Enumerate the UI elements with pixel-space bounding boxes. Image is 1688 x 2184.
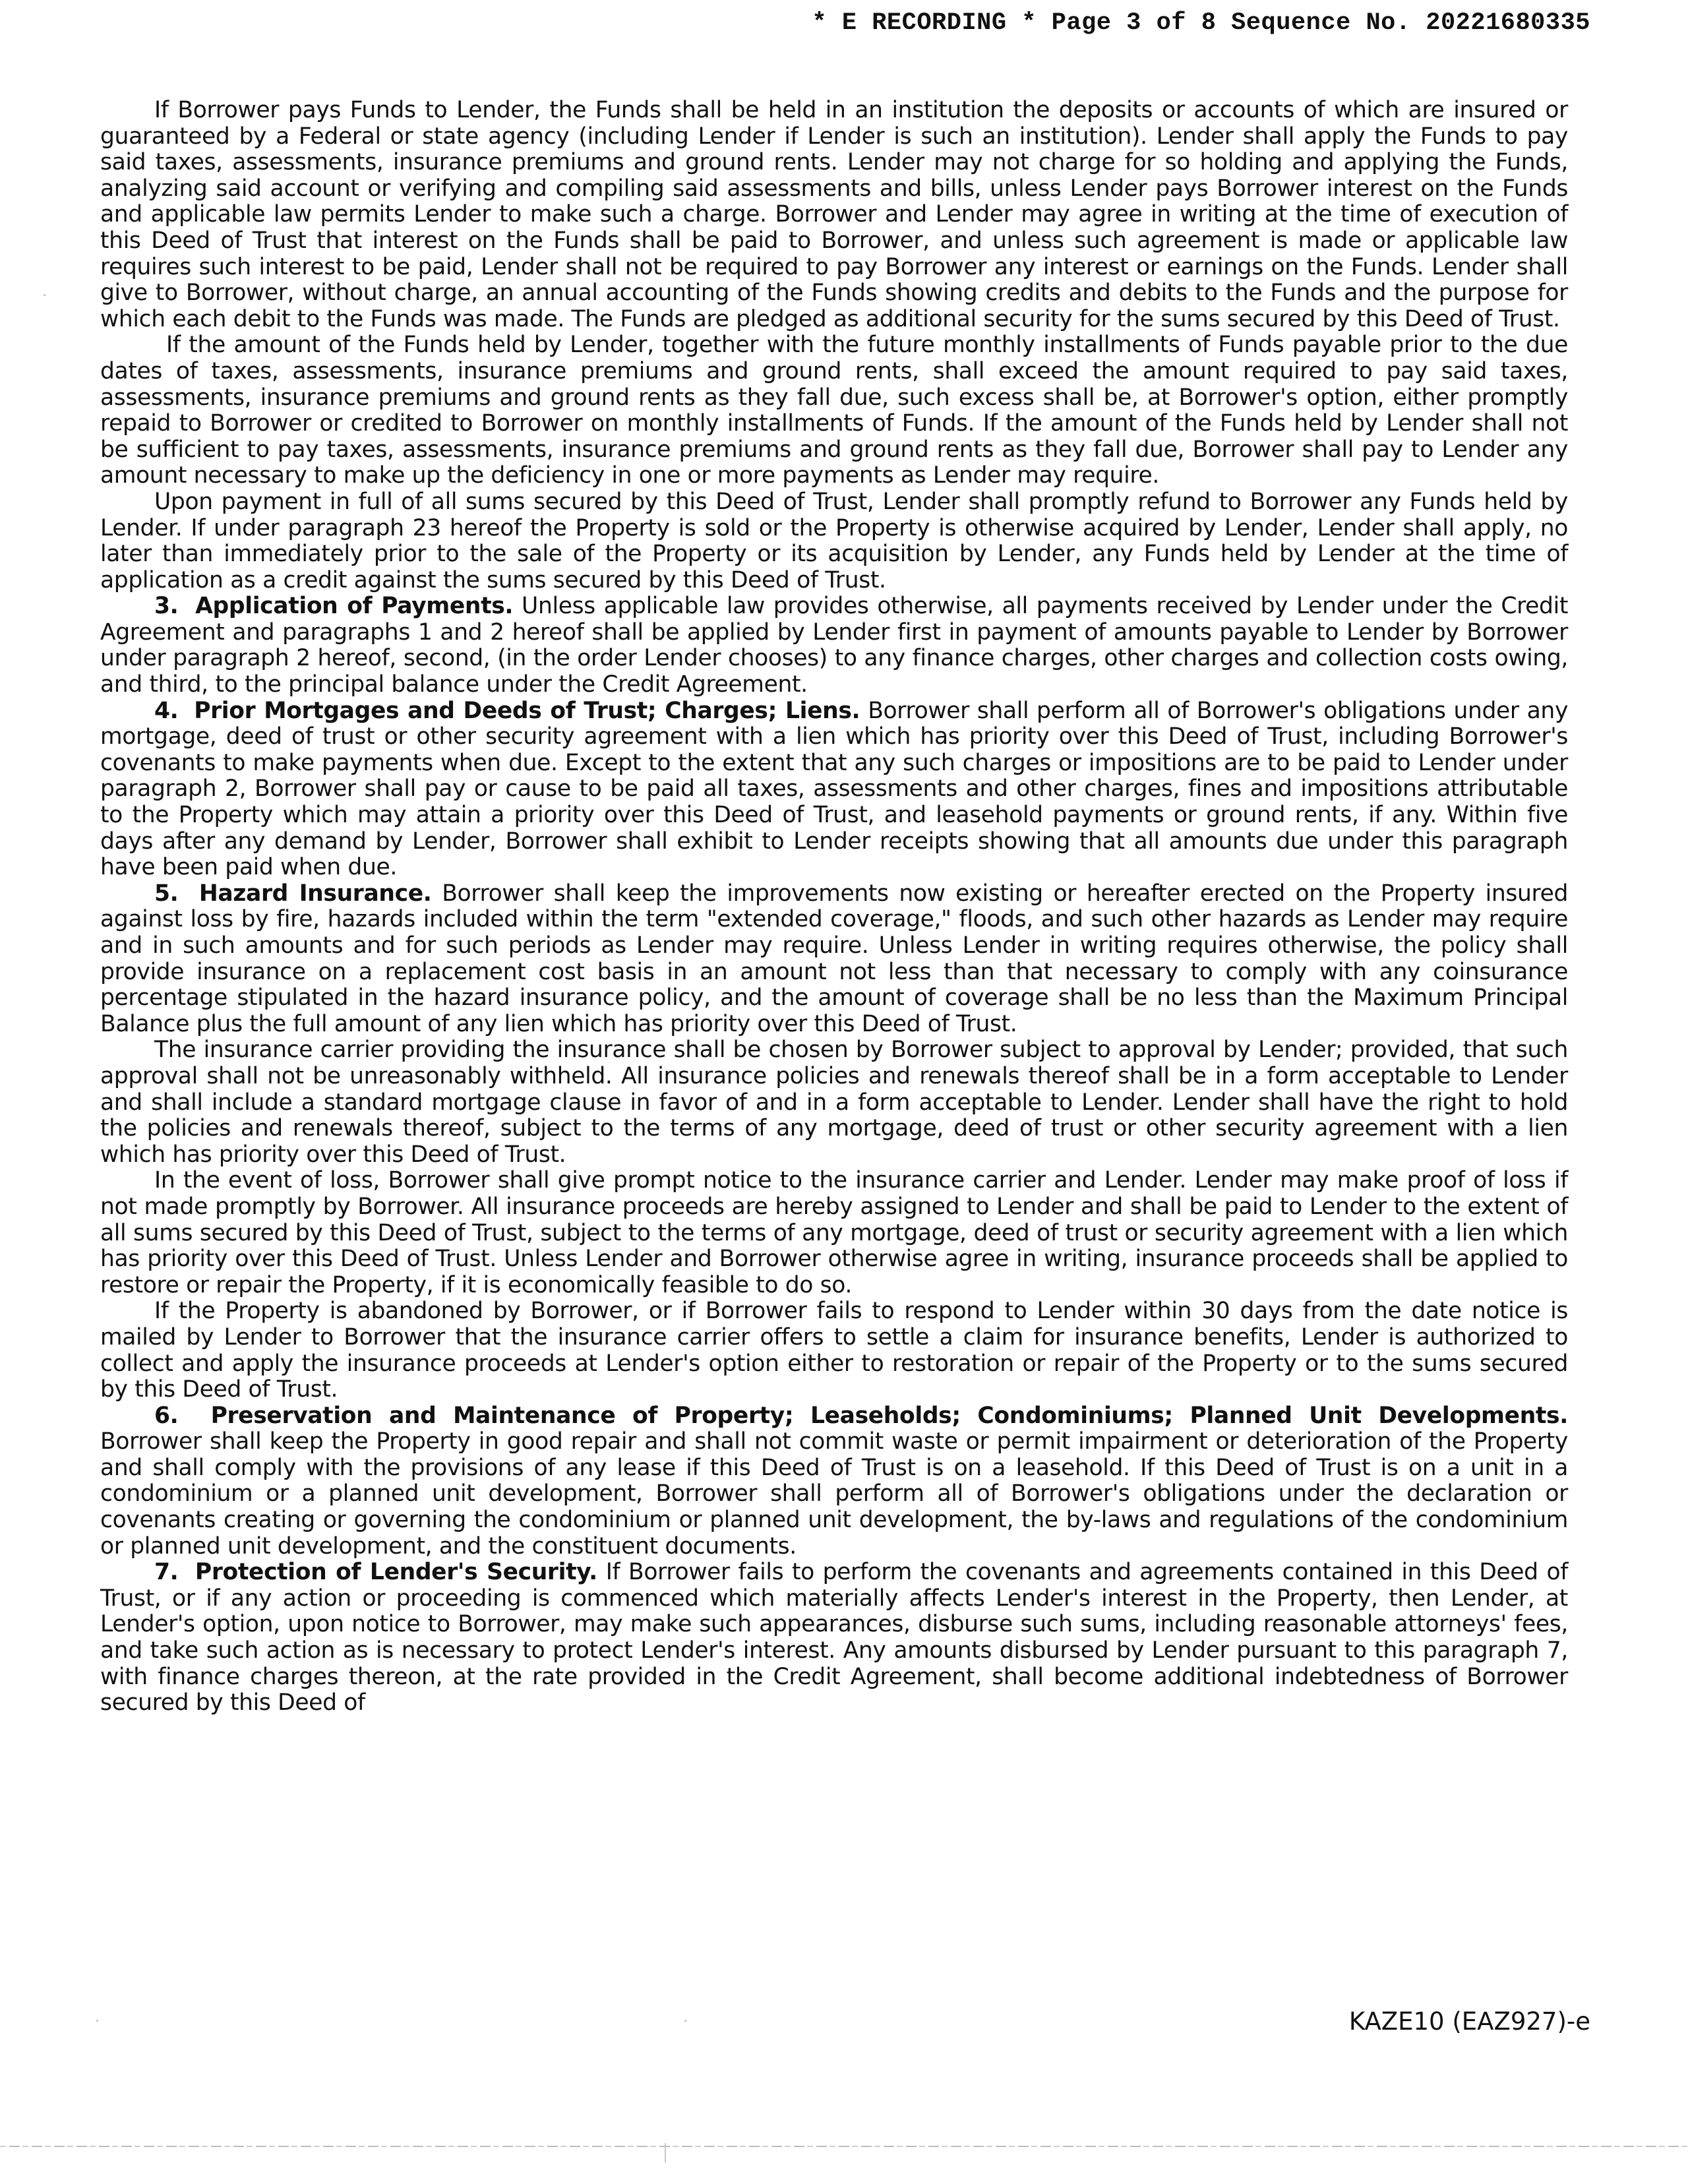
paragraph-funds-held: If Borrower pays Funds to Lender, the Funds shall be held in an institution the deposits or accounts of which are insured or guaranteed by a Federal or state agency (including Lender if Lender is such an institution). Lender shall apply the Funds to pay said taxes, assessments, insurance premiums and ground rents. Lender may not charge for so holding and applying the Funds, analyzing said account or verifying and compiling said assessments and bills, unless Lender pays Borrower interest on the Funds and applicable law permits Lender to make such a charge. Borrower and Lender may agree in writing at the time of execution of this Deed of Trust that interest on the Funds shall be paid to Borrower, and unless such agreement is made or applicable law requires such interest to be paid, Lender shall not be required to pay Borrower any interest or earnings on the Funds. Lender shall give to Borrower, without charge, an annual accounting of the Funds showing credits and debits to the Funds and the purpose for which each debit to the Funds was made. The Funds are pledged as additional security for the sums secured by this Deed of Trust.	[100, 97, 1568, 332]
section-title: Preservation and Maintenance of Property; Leaseholds; Condominiums; Planned Unit Developments.	[210, 1402, 1568, 1429]
section-number: 3.	[154, 593, 179, 620]
paragraph-event-of-loss: In the event of loss, Borrower shall give prompt notice to the insurance carrier and Lender. Lender may make proof of loss if not made promptly by Borrower. All insurance proceeds are hereby assigned to Lender and shall be paid to Lender to the extent of all sums secured by this Deed of Trust, subject to the terms of any mortgage, deed of trust or security agreement with a lien which has priority over this Deed of Trust. Unless Lender and Borrower otherwise agree in writing, insurance proceeds shall be applied to restore or repair the Property, if it is economically feasible to do so.	[100, 1167, 1568, 1298]
scan-speck	[44, 294, 45, 296]
section-title: Prior Mortgages and Deeds of Trust; Charges; Liens.	[194, 697, 860, 724]
section-number: 4.	[154, 697, 179, 724]
form-code: KAZE10 (EAZ927)-e	[1348, 2007, 1590, 2036]
section-text: Borrower shall keep the Property in good repair and shall not commit waste or permit impairment or deterioration of the Property and shall comply with the provisions of any lease if this Deed of Trust is on a leasehold. If this Deed of Trust is on a unit in a condominium or a planned unit development, Borrower shall perform all of Borrower's obligations under the declaration or covenants creating or governing the condominium or planned unit development, the by-laws and regulations of the condominium or planned unit development, and the constituent documents.	[100, 1428, 1568, 1560]
scan-artifact-line	[0, 2146, 1688, 2147]
scan-speck	[684, 2020, 686, 2022]
section-application-of-payments	[100, 593, 1568, 698]
section-protection-lender-security	[100, 1560, 1568, 1716]
section-preservation-maintenance	[100, 1403, 1568, 1560]
paragraph-property-abandoned: If the Property is abandoned by Borrower, or if Borrower fails to respond to Lender within 30 days from the date notice is mailed by Lender to Borrower that the insurance carrier offers to settle a claim for insurance benefits, Lender is authorized to collect and apply the insurance proceeds at Lender's option either to restoration or repair of the Property or to the sums secured by this Deed of Trust.	[100, 1298, 1568, 1403]
paragraph-funds-refund: Upon payment in full of all sums secured by this Deed of Trust, Lender shall promptly refund to Borrower any Funds held by Lender. If under paragraph 23 hereof the Property is sold or the Property is otherwise acquired by Lender, Lender shall apply, no later than immediately prior to the sale of the Property or its acquisition by Lender, any Funds held by Lender at the time of application as a credit against the sums secured by this Deed of Trust.	[100, 488, 1568, 593]
section-text: Borrower shall keep the improvements now existing or hereafter erected on the Property insured against loss by fire, hazards included within the term "extended coverage," floods, and such other hazards as Lender may require and in such amounts and for such periods as Lender may require. Unless Lender in writing requires otherwise, the policy shall provide insurance on a replacement cost basis in an amount not less than that necessary to comply with any coinsurance percentage stipulated in the hazard insurance policy, and the amount of coverage shall be no less than the Maximum Principal Balance plus the full amount of any lien which has priority over this Deed of Trust.	[100, 880, 1568, 1037]
section-title: Protection of Lender's Security.	[195, 1559, 597, 1586]
section-text: Unless applicable law provides otherwise, all payments received by Lender under the Credit Agreement and paragraphs 1 and 2 hereof shall be applied by Lender first in payment of amounts payable to Lender by Borrower under paragraph 2 hereof, second, (in the order Lender chooses) to any finance charges, other charges and collection costs owing, and third, to the principal balance under the Credit Agreement.	[100, 593, 1568, 698]
paragraph-insurance-carrier: The insurance carrier providing the insurance shall be chosen by Borrower subject to approval by Lender; provided, that such approval shall not be unreasonably withheld. All insurance policies and renewals thereof shall be in a form acceptable to Lender and shall include a standard mortgage clause in favor of and in a form acceptable to Lender. Lender shall have the right to hold the policies and renewals thereof, subject to the terms of any mortgage, deed of trust or other security agreement with a lien which has priority over this Deed of Trust.	[100, 1037, 1568, 1168]
scan-speck	[96, 2020, 98, 2022]
section-title: Application of Payments.	[195, 593, 514, 620]
section-title: Hazard Insurance.	[198, 880, 432, 907]
section-hazard-insurance	[100, 881, 1568, 1038]
section-prior-mortgages	[100, 698, 1568, 881]
document-body	[100, 98, 1568, 1716]
section-text: If Borrower fails to perform the covenants and agreements contained in this Deed of Trust, or if any action or proceeding is commenced which materially affects Lender's interest in the Property, then Lender, at Lender's option, upon notice to Borrower, may make such appearances, disburse such sums, including reasonable attorneys' fees, and take such action as is necessary to protect Lender's interest. Any amounts disbursed by Lender pursuant to this paragraph 7, with finance charges thereon, at the rate provided in the Credit Agreement, shall become additional indebtedness of Borrower secured by this Deed of	[100, 1559, 1569, 1716]
scan-artifact-tick	[665, 2143, 666, 2163]
section-number: 6.	[154, 1402, 179, 1429]
section-number: 5.	[154, 880, 179, 907]
paragraph-funds-excess: If the amount of the Funds held by Lender, together with the future monthly installments of Funds payable prior to the due dates of taxes, assessments, insurance premiums and ground rents, shall exceed the amount required to pay said taxes, assessments, insurance premiums and ground rents as they fall due, such excess shall be, at Borrower's option, either promptly repaid to Borrower or credited to Borrower on monthly installments of Funds. If the amount of the Funds held by Lender shall not be sufficient to pay taxes, assessments, insurance premiums and ground rents as they fall due, Borrower shall pay to Lender any amount necessary to make up the deficiency in one or more payments as Lender may require.	[100, 332, 1568, 489]
recording-header: * E RECORDING * Page 3 of 8 Sequence No. 20221680335	[812, 9, 1590, 37]
section-number: 7.	[154, 1559, 179, 1586]
section-text: Borrower shall perform all of Borrower's obligations under any mortgage, deed of trust or other security agreement with a lien which has priority over this Deed of Trust, including Borrower's covenants to make payments when due. Except to the extent that any such charges or impositions are to be paid to Lender under paragraph 2, Borrower shall pay or cause to be paid all taxes, assessments and other charges, fines and impositions attributable to the Property which may attain a priority over this Deed of Trust, and leasehold payments or ground rents, if any. Within five days after any demand by Lender, Borrower shall exhibit to Lender receipts showing that all amounts due under this paragraph have been paid when due.	[100, 697, 1569, 881]
